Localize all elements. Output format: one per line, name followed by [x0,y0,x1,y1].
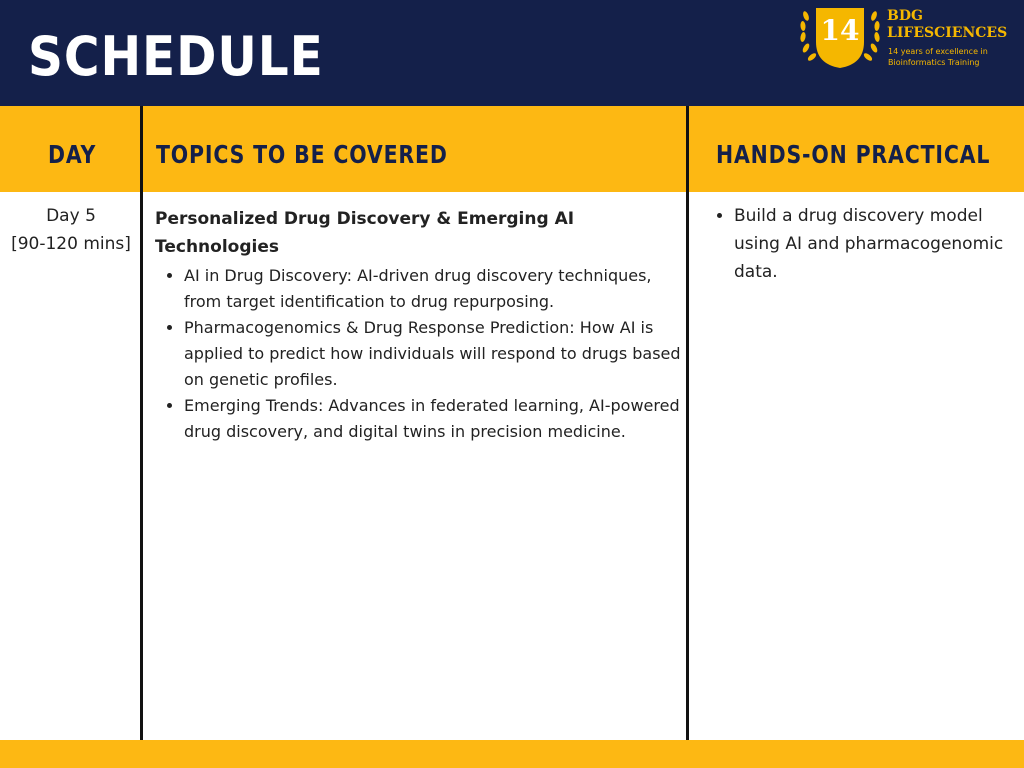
logo-number: 14 [820,14,860,47]
logo-tagline-line1: 14 years of excellence in [888,47,988,56]
topic-item: • Emerging Trends: Advances in federated learning, AI-powered drug discovery, and digital twins in precision medicine. [184,393,681,445]
practical-item: • Build a drug discovery model using AI and pharmacogenomic data. [734,202,1015,286]
column-header-topics: TOPICS TO BE COVERED [156,140,448,169]
day-label: Day 5 [46,206,96,226]
day-duration: [90-120 mins] [11,234,131,254]
bdg-lifesciences-logo [796,2,1020,72]
logo-tagline [888,46,988,68]
topic-list [155,263,681,445]
logo-name-line2: LIFESCIENCES [887,25,1008,41]
logo-name [887,8,1007,42]
page-title: SCHEDULE [28,25,324,88]
practical-list [705,202,1015,286]
logo-tagline-line2: Bioinformatics Training [888,58,980,67]
topic-heading: Personalized Drug Discovery & Emerging AI Technologies [155,209,575,257]
logo-name-line1: BDG [887,8,923,24]
column-header-day: DAY [48,140,97,169]
column-header-practical: HANDS-ON PRACTICAL [716,140,991,169]
footer-bar [0,740,1024,768]
topic-item: • Pharmacogenomics & Drug Response Prediction: How AI is applied to predict how individuals will respond to drugs based on genetic profiles. [184,315,681,393]
column-divider [686,106,689,740]
day-cell [0,202,142,258]
topics-cell [155,205,681,445]
topic-item: • AI in Drug Discovery: AI-driven drug discovery techniques, from target identification to drug repurposing. [184,263,681,315]
header-bar [0,0,1024,106]
practical-cell [705,202,1015,286]
table-header [0,106,1024,192]
